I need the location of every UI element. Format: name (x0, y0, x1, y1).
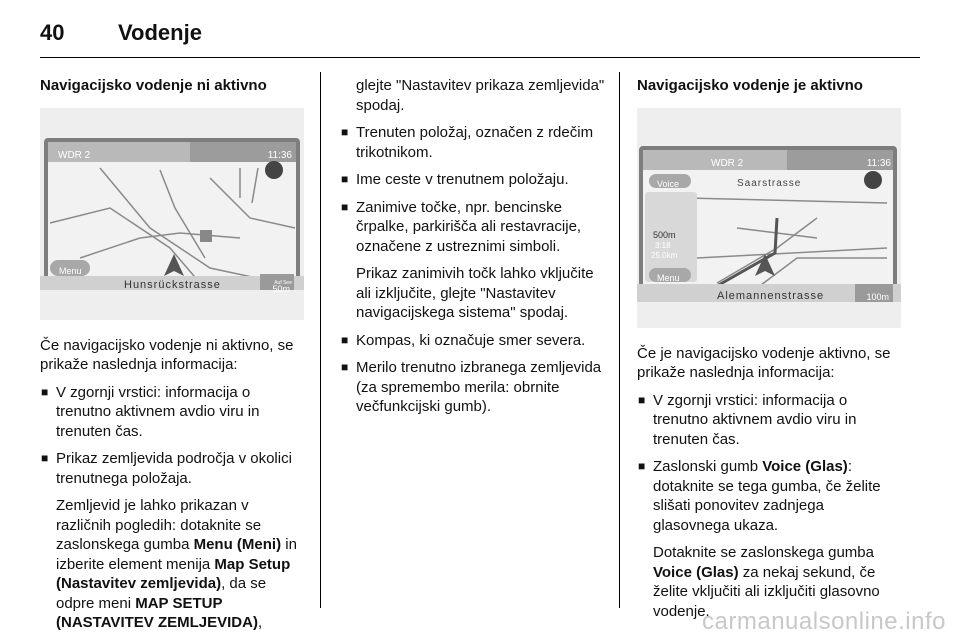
column-divider (619, 72, 620, 608)
map-ui-label: 3:18 (655, 240, 671, 250)
list-item-text: Prikaz zemljevida področja v okolici trenutnega položaja. (56, 450, 292, 487)
header-rule (40, 57, 920, 58)
map-ui-label: 25.0km (651, 250, 678, 260)
list-item (637, 457, 903, 621)
list-item (340, 331, 606, 351)
term-voice: Voice (Glas) (762, 458, 848, 475)
list-item-text: Trenuten položaj, označen z rdečim trikotnikom. (356, 124, 594, 161)
list-item-subtext: Prikaz zanimivih točk lahko vključite ali izključite, glejte "Nastavitev navigacijskega sistema" spodaj. (356, 265, 594, 321)
left-column (40, 76, 306, 641)
watermark: carmanualsonline.info (702, 608, 946, 635)
list-item-text: Kompas, ki označuje smer severa. (356, 331, 586, 349)
info-list (340, 123, 606, 417)
list-item (340, 123, 606, 162)
text-span: , da se odpre meni (56, 575, 267, 612)
map-screen-active (637, 108, 901, 328)
list-item (340, 358, 606, 417)
list-item (637, 391, 903, 450)
chapter-title: Vodenje (118, 20, 202, 45)
text-span: za nekaj sekund, če želite vključiti ali izključiti glasovno vodenje. (653, 563, 880, 620)
intro-text: Če je navigacijsko vodenje aktivno, se prikaže naslednja informacija: (637, 344, 891, 381)
text-span: : dotaknite se tega gumba, če želite slišati ponovitev zadnjega glasovnega ukaza. (653, 458, 881, 534)
term-voice: Voice (Glas) (653, 563, 739, 581)
text-span: Zemljevid je lahko prikazan v različnih pogledih: dotaknite se zaslonskega gumba (56, 497, 262, 553)
text-span: in izberite element menija (56, 536, 297, 573)
map-screen-inactive (40, 108, 304, 320)
map-ui-label: Auf See (274, 279, 292, 286)
info-list (637, 391, 903, 622)
page-header (40, 18, 920, 48)
page-number: 40 (40, 20, 65, 45)
text-span: Dotaknite se zaslonskega gumba (653, 544, 874, 561)
middle-column (340, 76, 606, 425)
menu-button[interactable]: Menu (657, 272, 680, 283)
text-span: Zaslonski gumb (653, 458, 763, 475)
intro-text: Če navigacijsko vodenje ni aktivno, se prikaže naslednja informacija: (40, 336, 294, 373)
term-menu: Menu (Meni) (193, 536, 282, 553)
voice-button[interactable]: Voice (657, 178, 680, 189)
map-ui-label: 11:36 (866, 157, 891, 169)
right-column (637, 76, 903, 629)
list-item (340, 170, 606, 190)
map-ui-label: 500m (653, 229, 676, 240)
map-ui-label: 100m (866, 291, 889, 302)
list-item-text: V zgornji vrstici: informacija o trenutno aktivnem avdio viru in trenuten čas. (56, 383, 260, 440)
menu-button[interactable]: Menu (59, 265, 82, 276)
map-ui-label: 11:36 (267, 149, 292, 161)
list-item-subtext (56, 496, 306, 633)
term-map-setup-menu: MAP SETUP (NASTAVITEV ZEMLJEVIDA) (56, 594, 258, 631)
list-item-text: V zgornji vrstici: informacija o trenutno aktivnem avdio viru in trenuten čas. (653, 391, 857, 448)
section-title: Navigacijsko vodenje je aktivno (637, 77, 863, 94)
continued-text: glejte "Nastavitev prikaza zemljevida" spodaj. (356, 77, 605, 114)
list-item-text: Merilo trenutno izbranega zemljevida (za spremembo merila: obrnite večfunkcijski gumb). (356, 359, 602, 415)
list-item-text: Zanimive točke, npr. bencinske črpalke, parkirišča ali restavracije, označene z ustreznimi simboli. (356, 198, 582, 255)
map-ui-label: Saarstrasse (737, 177, 802, 189)
list-item (40, 449, 306, 633)
map-ui-label: 50m (272, 283, 290, 294)
map-ui-label: WDR 2 (58, 149, 91, 161)
info-list (40, 383, 306, 633)
list-item (40, 383, 306, 442)
map-ui-label: WDR 2 (711, 157, 744, 169)
map-ui-label: Hunsrückstrasse (124, 278, 221, 291)
column-divider (320, 72, 321, 608)
list-item (340, 198, 606, 323)
term-map-setup: Map Setup (Nastavitev zemljevida) (56, 555, 291, 592)
list-item-text: Ime ceste v trenutnem položaju. (356, 171, 569, 188)
section-title: Navigacijsko vodenje ni aktivno (40, 77, 267, 94)
map-ui-label: Alemannenstrasse (717, 289, 825, 302)
text-span: , (257, 614, 263, 631)
